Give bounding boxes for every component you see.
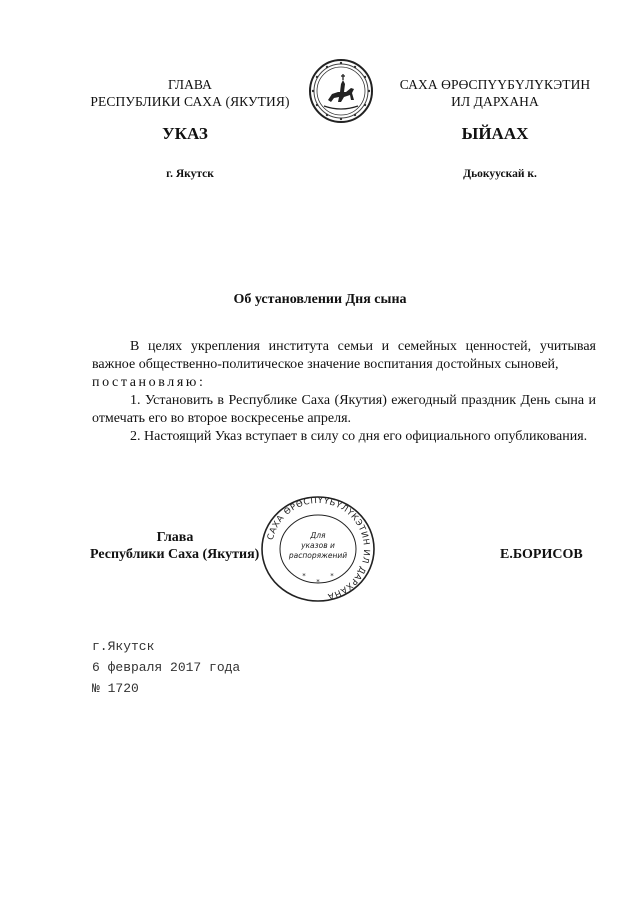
- document-body: [92, 338, 596, 446]
- seal-star-icon: *: [316, 578, 320, 586]
- header-left-line2: РЕСПУБЛИКИ САХА (ЯКУТИЯ): [90, 94, 290, 109]
- decree-item-2: 2. Настоящий Указ вступает в силу со дня его официального опубликования.: [130, 429, 588, 444]
- official-seal-stamp: [258, 494, 378, 604]
- header-right-line1: САХА ӨРӨСПҮҮБҮЛҮКЭТИН: [399, 77, 591, 92]
- header-right-line2: ИЛ ДАРХАНА: [451, 94, 539, 109]
- signatory-title-line2: Республики Саха (Якутия): [90, 547, 260, 562]
- header-left-block: [70, 76, 310, 110]
- footer-city: г.Якутск: [92, 639, 155, 654]
- preamble-paragraph: В целях укрепления института семьи и семейных ценностей, учитывая важное общественно-политическое значение воспитания достойных сыновей,: [92, 339, 596, 372]
- header-right-block: [390, 76, 600, 110]
- decree-word: постановляю:: [92, 375, 206, 390]
- footer-date: 6 февраля 2017 года: [92, 660, 241, 675]
- doc-type-sah: ЫЙААХ: [461, 124, 529, 143]
- place-sah: Дьокуускай к.: [463, 168, 537, 180]
- seal-star-icon: *: [302, 572, 306, 580]
- seal-outer-text: САХА ӨРӨСПҮҮБҮЛҮКЭТИН ИЛ ДАРХАНА: [265, 495, 372, 602]
- doc-type-ru: УКАЗ: [162, 124, 208, 143]
- decree-item-1: 1. Установить в Республике Саха (Якутия) ежегодный праздник День сына и отмечать его во второе воскресенье апреля.: [92, 393, 596, 426]
- seal-inner-line2: указов и: [301, 541, 335, 550]
- footer-number: № 1720: [92, 681, 139, 696]
- coat-of-arms-emblem-icon: [308, 58, 374, 124]
- signatory-name: Е.БОРИСОВ: [500, 547, 583, 562]
- signatory-title: [90, 529, 260, 563]
- signatory-title-line1: Глава: [156, 530, 194, 545]
- document-title: Об установлении Дня сына: [233, 292, 407, 307]
- place-ru: г. Якутск: [166, 168, 214, 180]
- header-left-line1: ГЛАВА: [167, 77, 213, 92]
- seal-star-icon: *: [330, 572, 334, 580]
- seal-inner-line3: распоряжений: [288, 551, 348, 560]
- document-footer: [92, 636, 240, 699]
- seal-inner-line1: Для: [310, 531, 326, 540]
